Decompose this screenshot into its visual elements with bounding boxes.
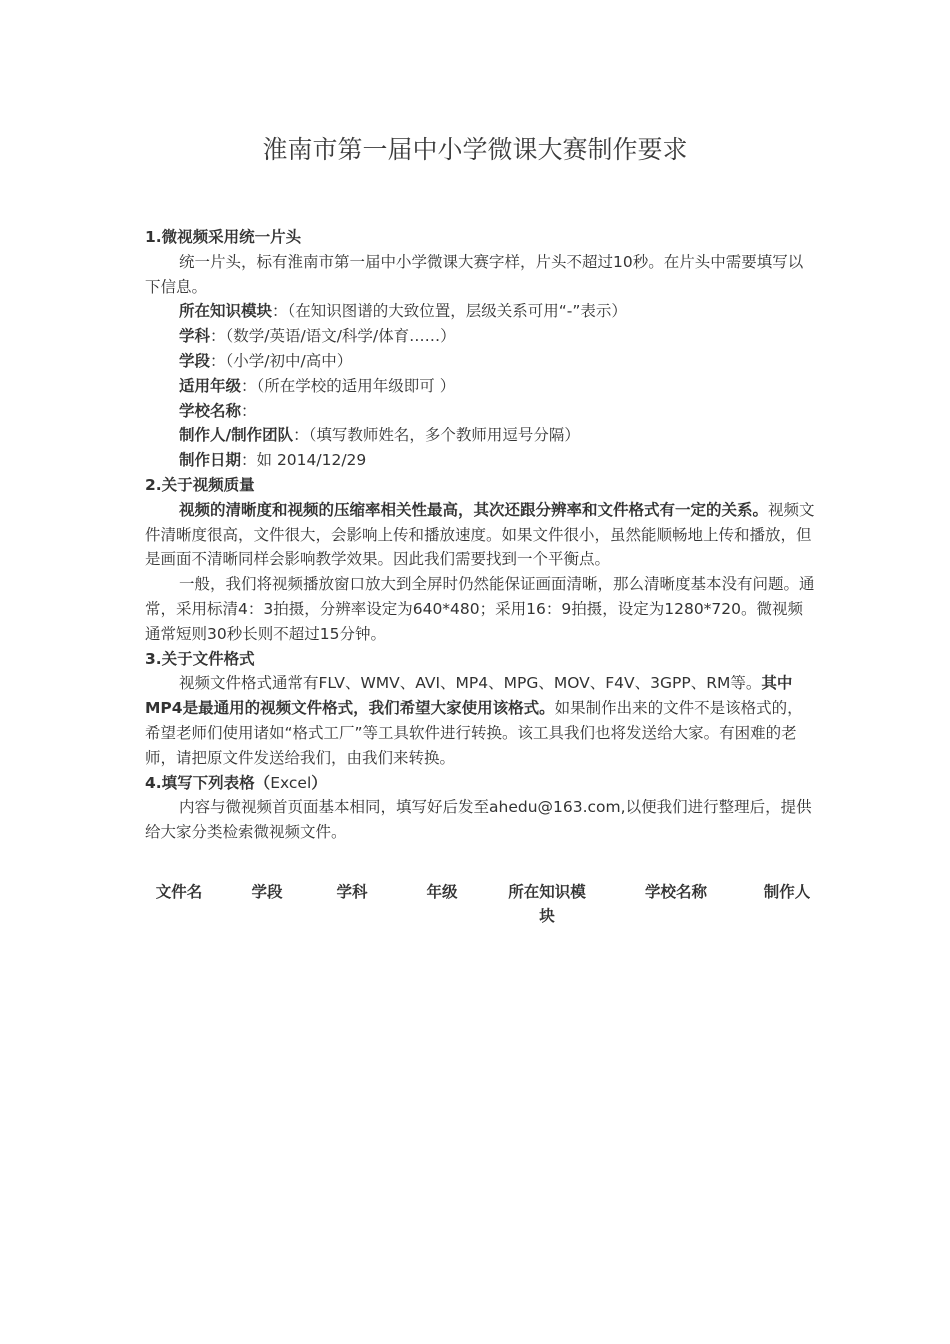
paragraph-text: 如果制作出来的文件不是该格式的，希望老师们使用诸如“格式工厂”等工具软件进行转换。该工具我们也将发送给大家。有困难的老师，请把原文件发送给我们，由我们来转换。 — [145, 699, 803, 767]
heading-text: 4.填写下列表格（ — [145, 773, 271, 792]
paragraph-text: 视频文件格式通常有FLV、WMV、AVI、MP4、MPG、MOV、F4V、3GPP、RM等。 — [179, 674, 762, 693]
field-value: ：（在知识图谱的大致位置，层级关系可用“-”表示） — [272, 302, 627, 321]
field-school — [145, 399, 815, 424]
field-value: ：如 2014/12/29 — [241, 451, 367, 470]
field-author — [145, 423, 815, 448]
field-grade — [145, 374, 815, 399]
bold-sentence: 视频的清晰度和视频的压缩率相关性最高，其次还跟分辨率和文件格式有一定的关系。 — [179, 500, 769, 519]
field-label: 所在知识模块 — [179, 302, 273, 321]
field-label: 适用年级 — [179, 376, 242, 395]
field-label: 制作日期 — [179, 451, 242, 470]
column-header-grade: 年级 — [426, 883, 458, 901]
column-header-stage: 学段 — [251, 883, 283, 901]
field-value: ： — [241, 401, 257, 420]
column-header-subject: 学科 — [336, 883, 368, 901]
section-1-heading: 1.微视频采用统一片头 — [145, 228, 302, 246]
section-2-paragraph-2: 一般，我们将视频播放窗口放大到全屏时仍然能保证画面清晰，那么清晰度基本没有问题。通常，采用标清4：3拍摄，分辨率设定为640*480；采用16：9拍摄，设定为1280*720。微视频通常短则30秒长则不超过15分钟。 — [145, 575, 815, 643]
section-3-heading: 3.关于文件格式 — [145, 649, 255, 668]
section-4-paragraph: 内容与微视频首页面基本相同，填写好后发至ahedu@163.com,以便我们进行整理后，提供给大家分类检索微视频文件。 — [145, 798, 812, 842]
field-value: ：（填写教师姓名，多个教师用逗号分隔） — [293, 426, 580, 445]
paragraph-text: 视频文件清晰度很高，文件很大，会影响上传和播放速度。如果文件很小，虽然能顺畅地上传和播放，但是画面不清晰同样会影响教学效果。因此我们需要找到一个平衡点。 — [145, 500, 815, 569]
form-table-header — [145, 880, 815, 928]
field-value: ：（所在学校的适用年级即可 ） — [241, 376, 456, 395]
column-header-school: 学校名称 — [644, 883, 707, 901]
column-header-knowledge-module: 所在知识模块 — [508, 883, 586, 925]
field-label: 学校名称 — [179, 401, 242, 420]
heading-close: ） — [311, 773, 327, 792]
field-subject — [145, 324, 815, 349]
section-2-heading: 2.关于视频质量 — [145, 475, 255, 494]
field-stage — [145, 349, 815, 374]
section-3-paragraph — [145, 671, 815, 770]
column-header-filename: 文件名 — [155, 883, 203, 901]
field-label: 学段 — [179, 351, 211, 370]
document-body — [145, 225, 815, 845]
section-2-paragraph-1 — [145, 498, 815, 572]
field-value: ：（小学/初中/高中） — [210, 351, 353, 370]
field-label: 学科 — [179, 327, 211, 346]
section-1-intro: 统一片头，标有淮南市第一届中小学微课大赛字样，片头不超过10秒。在片头中需要填写以下信息。 — [145, 252, 804, 296]
field-knowledge-module — [145, 299, 815, 324]
field-value: ：（数学/英语/语文/科学/体育……） — [210, 327, 456, 346]
heading-light-text: Excel — [270, 773, 312, 792]
bold-sentence: 其中MP4是最通用的视频文件格式，我们希望大家使用该格式。 — [145, 674, 793, 718]
field-label: 制作人/制作团队 — [179, 426, 294, 445]
field-date — [145, 448, 815, 473]
page-title: 淮南市第一届中小学微课大赛制作要求 — [262, 135, 688, 164]
section-4-heading — [145, 771, 815, 796]
column-header-author: 制作人 — [763, 883, 811, 901]
